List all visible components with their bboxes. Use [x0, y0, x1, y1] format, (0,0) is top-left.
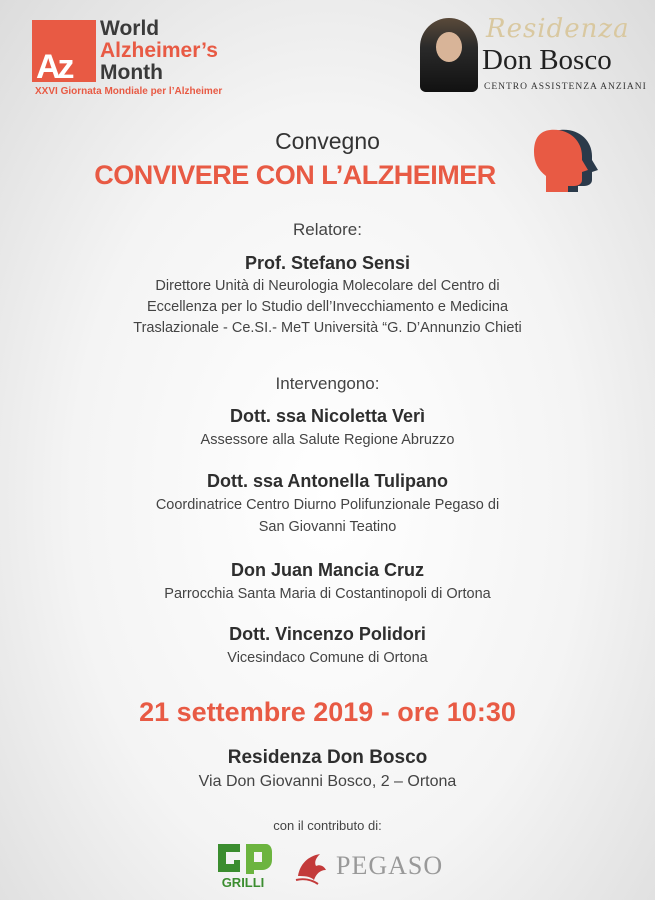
speaker-name: Dott. ssa Nicoletta Verì: [229, 406, 426, 426]
pegaso-label: PEGASO: [336, 851, 444, 880]
speaker-name: Dott. Vincenzo Polidori: [229, 624, 426, 644]
event-title: CONVIVERE CON L’ALZHEIMER: [94, 160, 496, 190]
speaker-name: Don Juan Mancia Cruz: [230, 560, 425, 580]
wam-line-2: Alzheimer’s: [100, 39, 218, 62]
wam-line-3: Month: [100, 61, 163, 84]
speaker-name: Dott. ssa Antonella Tulipano: [206, 471, 448, 491]
venue-address: Via Don Giovanni Bosco, 2 – Ortona: [198, 773, 457, 790]
wam-line-1: World: [100, 17, 160, 40]
pegaso-horse-icon: [290, 846, 332, 888]
intervengono-label: Intervengono:: [275, 374, 380, 393]
don-bosco-wordmark: Don Bosco: [482, 44, 612, 76]
event-datetime: 21 settembre 2019 - ore 10:30: [139, 697, 516, 727]
speaker-desc: Assessore alla Salute Regione Abruzzo: [200, 432, 455, 448]
heads-profile-icon: [530, 126, 600, 192]
don-bosco-portrait: [420, 18, 478, 92]
relatore-desc-line: Traslazionale - Ce.SI.- MeT Università “G. D’Annunzio Chieti: [133, 320, 522, 336]
venue-name: Residenza Don Bosco: [227, 747, 428, 768]
grilli-logo-icon: [212, 840, 274, 900]
convegno-label: Convegno: [275, 128, 380, 154]
speaker-desc: Vicesindaco Comune di Ortona: [227, 650, 428, 666]
speaker-desc: Parrocchia Santa Maria di Costantinopoli di Ortona: [164, 586, 491, 602]
centro-assistenza-tagline: CENTRO ASSISTENZA ANZIANI: [484, 82, 647, 92]
relatore-desc-line: Eccellenza per lo Studio dell’Invecchiamento e Medicina: [146, 299, 509, 315]
speaker-desc: Coordinatrice Centro Diurno Polifunzionale Pegaso di: [155, 497, 500, 513]
residenza-script: Residenza: [486, 14, 630, 44]
grilli-label: GRILLI: [221, 875, 265, 890]
speaker-desc: San Giovanni Teatino: [258, 519, 397, 535]
giornata-subtitle: XXVI Giornata Mondiale per l’Alzheimer: [35, 86, 223, 97]
relatore-desc-line: Direttore Unità di Neurologia Molecolare del Centro di: [155, 278, 500, 294]
az-logo-letters: Az: [36, 48, 72, 86]
contributo-label: con il contributo di:: [273, 818, 382, 833]
portrait-face: [436, 32, 462, 62]
world-alzheimers-month-title: [100, 18, 218, 84]
relatore-name: Prof. Stefano Sensi: [244, 253, 411, 273]
relatore-label: Relatore:: [293, 220, 362, 239]
